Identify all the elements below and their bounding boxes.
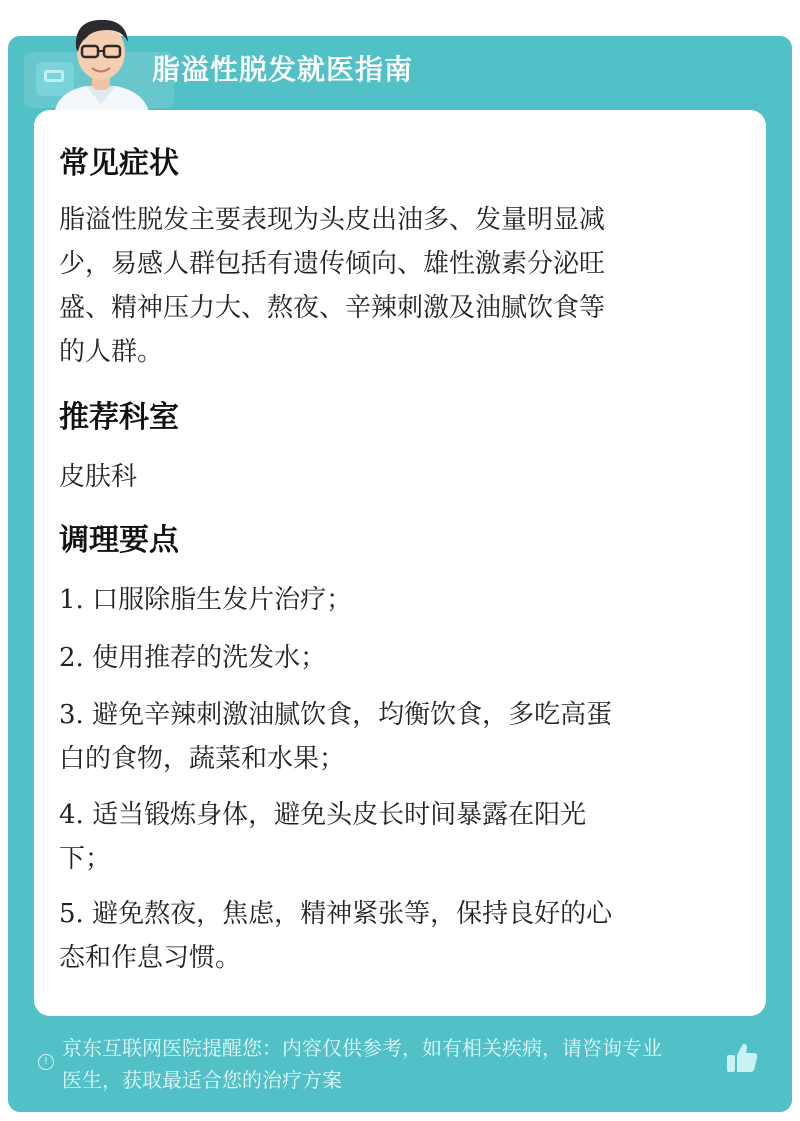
care-item-text: 适当锻炼身体，避免头皮长时间暴露在阳光	[92, 800, 587, 830]
care-item-text: 口服除脂生发片治疗；	[92, 585, 353, 615]
care-item	[59, 793, 724, 881]
section-title-department: 推荐科室	[59, 400, 179, 435]
care-item-text: 避免辛辣刺激油腻饮食，均衡饮食，多吃高蛋	[92, 700, 613, 730]
care-item-text: 使用推荐的洗发水；	[92, 643, 327, 673]
care-item-number: 5.	[59, 899, 84, 929]
symptoms-line: 脂溢性脱发主要表现为头皮出油多、发量明显减	[59, 205, 606, 235]
care-item	[59, 578, 724, 622]
symptoms-line: 的人群。	[59, 337, 164, 367]
disclaimer-line: 京东互联网医院提醒您：内容仅供参考，如有相关疾病，请咨询专业	[62, 1036, 662, 1060]
symptoms-line: 盛、精神压力大、熬夜、辛辣刺激及油腻饮食等	[59, 293, 606, 323]
section-title-symptoms: 常见症状	[59, 146, 179, 181]
care-item	[59, 636, 724, 680]
symptoms-line: 少，易感人群包括有遗传倾向、雄性激素分泌旺	[59, 249, 606, 279]
disclaimer-line: 医生，获取最适合您的治疗方案	[62, 1068, 342, 1092]
info-icon: !	[38, 1054, 54, 1070]
care-item-number: 4.	[59, 800, 84, 830]
symptoms-text	[59, 198, 724, 374]
disclaimer	[62, 1032, 730, 1096]
care-item-text: 白的食物，蔬菜和水果；	[59, 744, 346, 774]
page-title: 脂溢性脱发就医指南	[152, 53, 414, 86]
care-item-text: 避免熬夜，焦虑，精神紧张等，保持良好的心	[92, 899, 613, 929]
thumbs-up-icon[interactable]	[724, 1040, 760, 1076]
care-item	[59, 892, 724, 980]
department-value: 皮肤科	[59, 462, 138, 492]
care-item-number: 2.	[59, 643, 84, 673]
care-item-text: 态和作息习惯。	[59, 943, 242, 973]
care-item	[59, 693, 724, 781]
care-item-text: 下；	[59, 844, 112, 874]
content-panel	[34, 110, 766, 1016]
care-item-number: 3.	[59, 700, 84, 730]
doctor-avatar	[46, 8, 156, 116]
section-title-care: 调理要点	[59, 523, 179, 558]
care-item-number: 1.	[59, 585, 84, 615]
